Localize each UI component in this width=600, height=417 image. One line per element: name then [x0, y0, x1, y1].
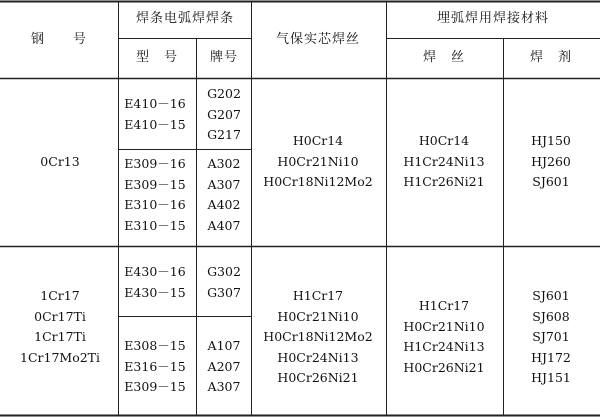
table-cell: E410－15	[124, 116, 186, 132]
steel-grade: 0Cr13	[40, 154, 80, 169]
table-cell: SJ608	[532, 308, 570, 324]
header-steel-grade: 钢 号	[30, 32, 88, 47]
header-electrode-group: 焊条电弧焊焊条	[135, 11, 235, 26]
flux-list	[531, 286, 571, 389]
table-cell: H0Cr21Ni10	[277, 153, 359, 169]
saw-wire-list	[403, 131, 484, 193]
electrode-models	[124, 336, 185, 398]
table-cell: G202	[207, 86, 241, 101]
electrode-models	[124, 154, 185, 236]
table-cell: H1Cr26Ni21	[403, 174, 485, 189]
header-brand: 牌号	[209, 50, 239, 65]
electrode-brands	[207, 84, 241, 146]
header-wire: 焊 丝	[422, 50, 466, 65]
steel-grade-list	[20, 286, 100, 368]
table-cell: H0Cr18Ni12Mo2	[263, 174, 373, 189]
electrode-models	[124, 262, 185, 303]
table-cell: 1Cr17	[40, 288, 80, 303]
table-cell: A107	[207, 338, 241, 353]
table-cell: H0Cr21Ni10	[403, 318, 485, 334]
table-cell: G307	[207, 284, 241, 300]
table-cell: HJ172	[531, 349, 571, 365]
table-cell: H1Cr24Ni13	[403, 339, 485, 354]
flux-list	[531, 131, 571, 193]
table-cell: 1Cr17Mo2Ti	[19, 349, 101, 365]
electrode-brands	[208, 336, 241, 398]
table-cell: A307	[207, 176, 241, 192]
table-cell: G207	[207, 106, 241, 122]
table-cell: HJ260	[531, 153, 571, 169]
table-cell: A407	[207, 217, 241, 233]
saw-wire-list	[403, 296, 484, 378]
table-cell: H1Cr17	[292, 288, 344, 303]
table-cell: H1Cr24Ni13	[403, 153, 485, 169]
table-cell: E430－15	[124, 284, 186, 300]
table-cell: A207	[207, 358, 241, 374]
table-cell: H1Cr17	[418, 298, 470, 313]
table-cell: E308－15	[124, 338, 186, 353]
gas-wire-list	[263, 131, 372, 193]
table-cell: E310－15	[124, 217, 186, 233]
table-cell: E430－16	[124, 264, 186, 279]
table-cell: A307	[207, 379, 241, 394]
table-cell: G302	[207, 264, 241, 279]
table-cell: 1Cr17Ti	[34, 329, 86, 344]
electrode-models	[124, 94, 185, 135]
electrode-brands	[208, 154, 241, 236]
table-cell: SJ601	[532, 174, 570, 189]
table-cell: H0Cr14	[292, 133, 344, 148]
table-cell: E316－15	[124, 358, 186, 374]
table-cell: HJ150	[531, 133, 571, 148]
table-cell: G217	[207, 127, 241, 142]
table-cell: H0Cr14	[418, 133, 470, 148]
table-cell: SJ701	[532, 329, 570, 344]
table-cell: H0Cr26Ni21	[277, 370, 359, 385]
table-cell: E309－16	[124, 156, 186, 171]
table-cell: H0Cr24Ni13	[277, 349, 359, 365]
header-saw-group: 埋弧焊用焊接材料	[436, 11, 550, 26]
table-cell: H0Cr18Ni12Mo2	[263, 329, 373, 344]
table-cell: E410－16	[124, 96, 186, 111]
table-cell: A402	[207, 197, 241, 212]
header-gas-wire: 气保实芯焊丝	[275, 32, 361, 47]
table-cell: H0Cr26Ni21	[403, 359, 485, 375]
table-cell: E310－16	[124, 197, 186, 212]
header-model: 型 号	[135, 50, 179, 65]
table-cell: E309－15	[124, 176, 186, 192]
table-cell: HJ151	[531, 370, 571, 385]
electrode-brands	[207, 262, 241, 303]
header-flux: 焊 剂	[529, 50, 573, 65]
table-cell: A302	[207, 156, 241, 171]
table-cell: 0Cr17Ti	[34, 308, 86, 324]
table-cell: SJ601	[532, 288, 570, 303]
table-cell: H0Cr21Ni10	[277, 308, 359, 324]
table-cell: E309－15	[124, 379, 186, 394]
gas-wire-list	[263, 286, 372, 389]
